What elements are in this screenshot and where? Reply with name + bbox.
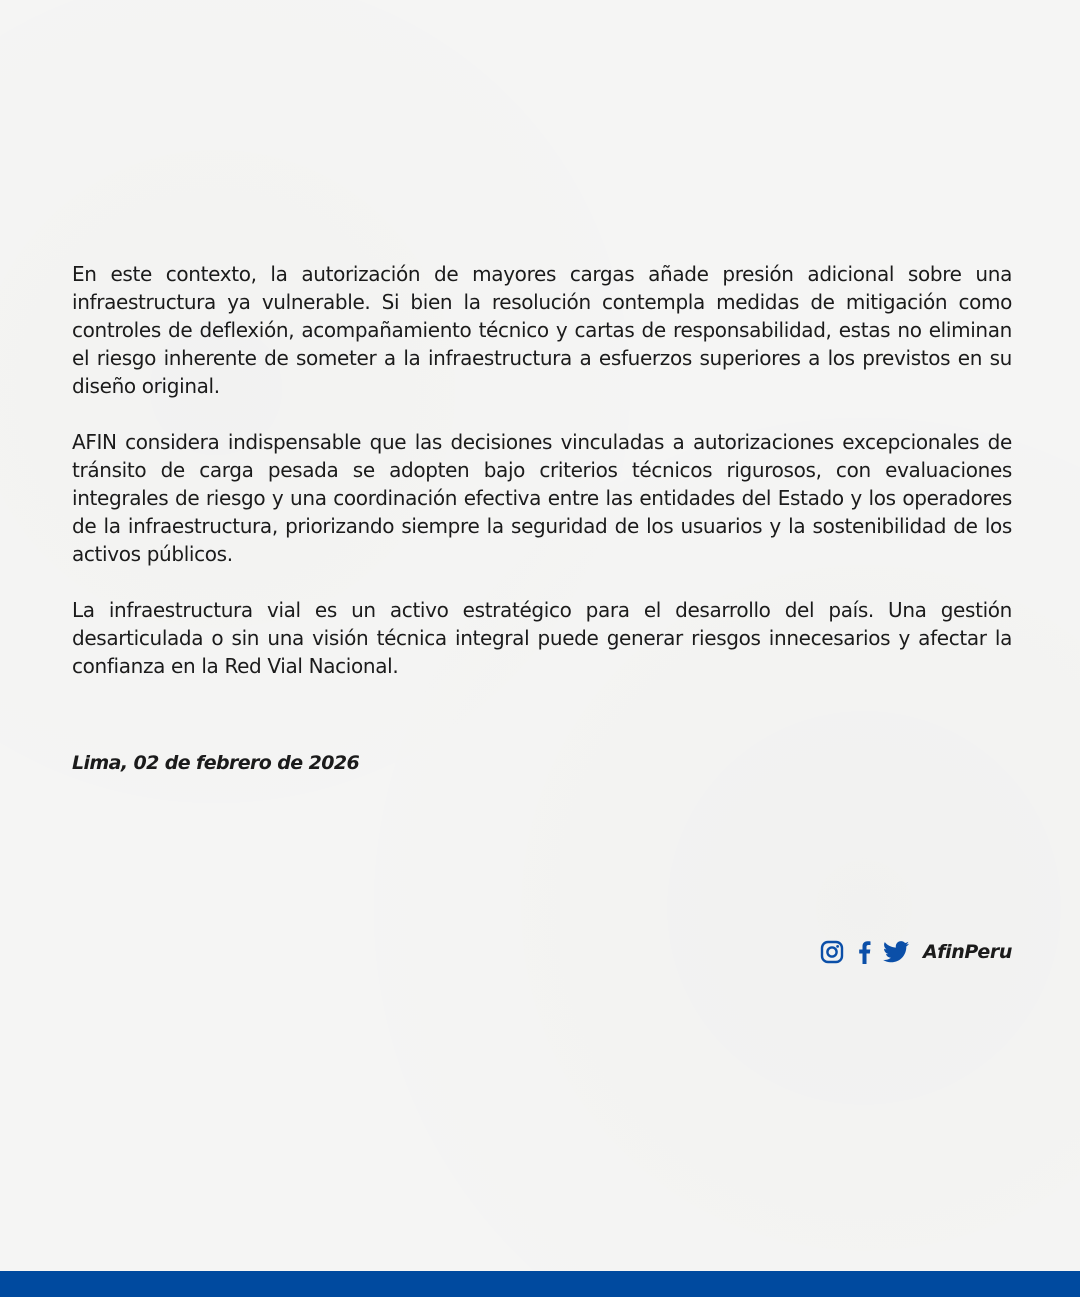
statement-body: [72, 260, 1012, 708]
twitter-icon[interactable]: [883, 939, 909, 965]
facebook-icon[interactable]: [851, 939, 877, 965]
footer-bar: [0, 1271, 1080, 1297]
paragraph-strategic-asset: La infraestructura vial es un activo estratégico para el desarrollo del país. Una gestión desarticulada o sin una visión técnica integral puede generar riesgos innecesarios y afectar la confianza en la Red Vial Nacional.: [72, 598, 1012, 678]
instagram-icon[interactable]: [819, 939, 845, 965]
paragraph-afin-position: AFIN considera indispensable que las decisiones vinculadas a autorizaciones excepcionales de tránsito de carga pesada se adopten bajo criterios técnicos rigurosos, con evaluaciones integrales de riesgo y una coordinación efectiva entre las entidades del Estado y los operadores de la infraestructura, priorizando siempre la seguridad de los usuarios y la sostenibilidad de los activos públicos.: [72, 430, 1012, 566]
social-links: [819, 938, 1012, 966]
paragraph-risk-context: En este contexto, la autorización de mayores cargas añade presión adicional sobre una infraestructura ya vulnerable. Si bien la resolución contempla medidas de mitigación como controles de deflexión, acompañamiento técnico y cartas de responsabilidad, estas no eliminan el riesgo inherente de someter a la infraestructura a esfuerzos superiores a los previstos en su diseño original.: [72, 262, 1012, 398]
social-handle[interactable]: AfinPeru: [922, 941, 1012, 963]
date-line: Lima, 02 de febrero de 2026: [72, 752, 360, 774]
